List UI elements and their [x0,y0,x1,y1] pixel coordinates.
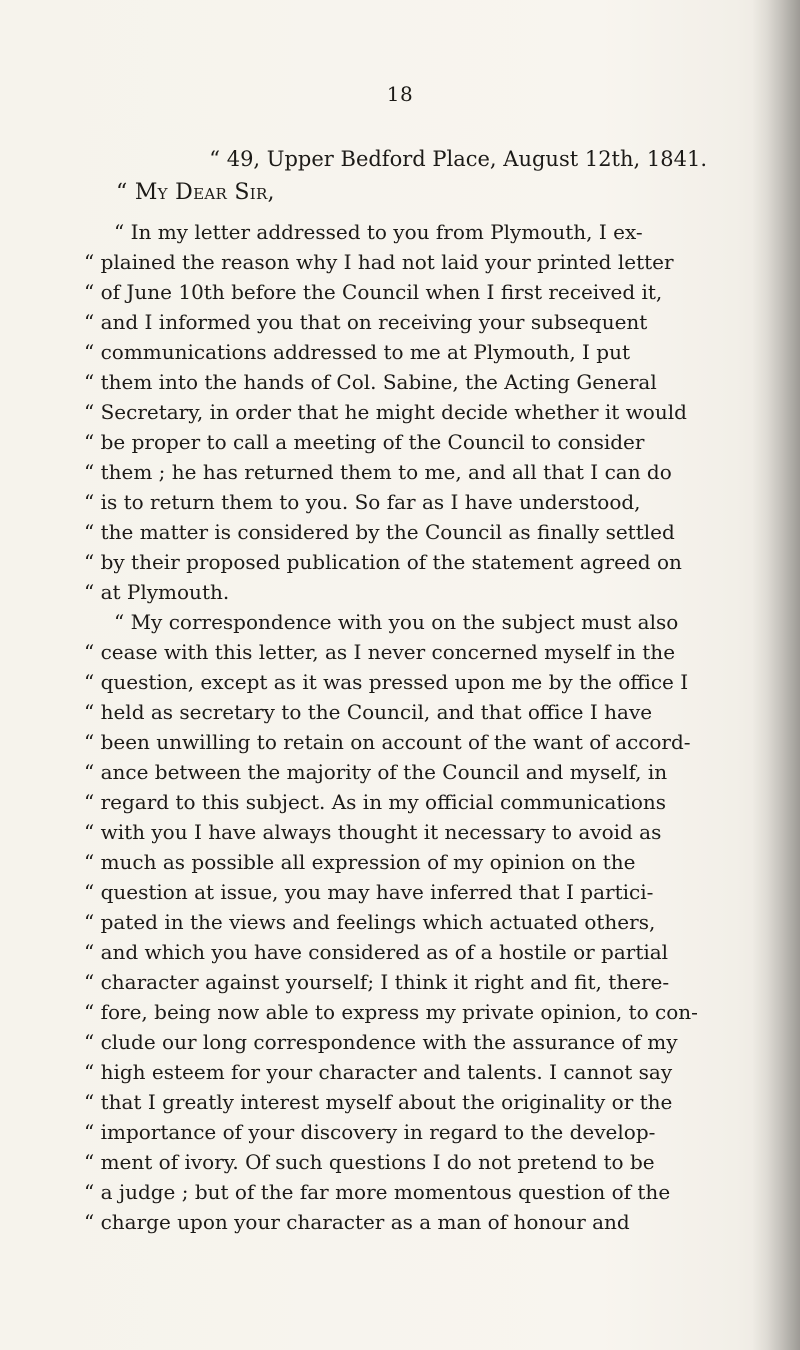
text-line: “ fore, being now able to express my private opinion, to con- [84,1000,698,1024]
text-line: “ them into the hands of Col. Sabine, the Acting General [84,370,657,394]
text-line: “ regard to this subject. As in my official communications [84,790,667,814]
text-line: “ question, except as it was pressed upon me by the office I [84,670,689,694]
text-line: “ ment of ivory. Of such questions I do not pretend to be [84,1150,655,1174]
text-line: “ clude our long correspondence with the assurance of my [84,1030,678,1054]
text-line: “ In my letter addressed to you from Plymouth, I ex- [114,220,643,244]
letter-body [84,217,710,1237]
text-line: “ the matter is considered by the Council as finally settled [84,520,675,544]
text-line: “ is to return them to you. So far as I have understood, [84,490,641,514]
letter-dateline: “ 49, Upper Bedford Place, August 12th, 1841. [209,147,707,171]
text-line: “ charge upon your character as a man of honour and [84,1210,630,1234]
text-line: “ and I informed you that on receiving your subsequent [84,310,648,334]
text-line: “ question at issue, you may have inferred that I partici- [84,880,654,904]
text-line: “ pated in the views and feelings which actuated others, [84,910,656,934]
text-line: “ held as secretary to the Council, and that office I have [84,700,653,724]
page-binding-edge [752,0,800,1350]
text-line: “ character against yourself; I think it right and fit, there- [84,970,670,994]
text-line: “ importance of your discovery in regard to the develop- [84,1120,656,1144]
letter-salutation: “ My Dear Sir, [116,180,275,205]
text-line: “ much as possible all expression of my opinion on the [84,850,636,874]
text-line: “ plained the reason why I had not laid your printed letter [84,250,674,274]
text-line: “ with you I have always thought it necessary to avoid as [84,820,662,844]
text-line: “ been unwilling to retain on account of the want of accord- [84,730,691,754]
text-line: “ by their proposed publication of the statement agreed on [84,550,682,574]
text-line: “ of June 10th before the Council when I first received it, [84,280,663,304]
text-line: “ ance between the majority of the Council and myself, in [84,760,668,784]
text-line: “ them ; he has returned them to me, and all that I can do [84,460,672,484]
text-line: “ at Plymouth. [84,580,230,604]
text-line: “ communications addressed to me at Plymouth, I put [84,340,631,364]
text-line: “ a judge ; but of the far more momentous question of the [84,1180,671,1204]
text-line: “ cease with this letter, as I never concerned myself in the [84,640,676,664]
text-line: “ high esteem for your character and talents. I cannot say [84,1060,673,1084]
text-line: “ My correspondence with you on the subject must also [114,610,679,634]
text-line: “ Secretary, in order that he might decide whether it would [84,400,687,424]
text-line: “ be proper to call a meeting of the Council to consider [84,430,645,454]
text-line: “ that I greatly interest myself about the originality or the [84,1090,673,1114]
page-number: 18 [386,82,414,106]
text-line: “ and which you have considered as of a hostile or partial [84,940,669,964]
